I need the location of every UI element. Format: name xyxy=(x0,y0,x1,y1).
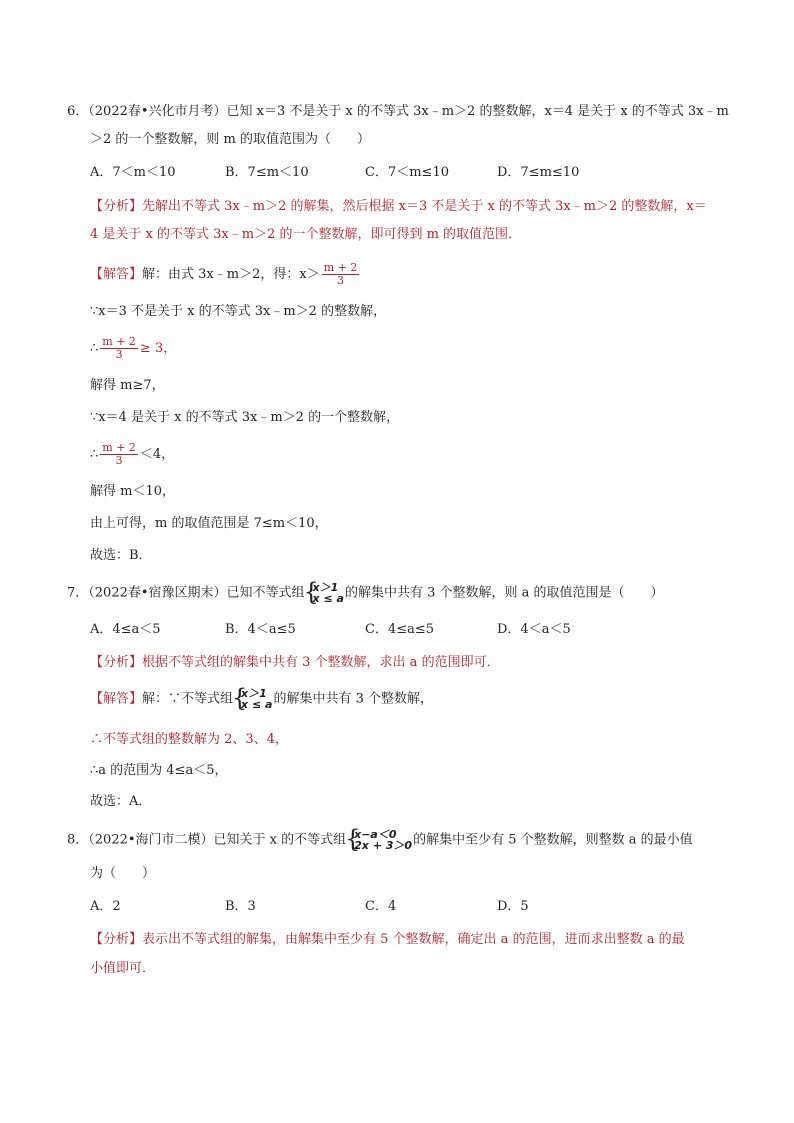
q8-option-d: D．5 xyxy=(497,899,529,914)
q6-option-b: B．7≤m＜10 xyxy=(225,165,309,180)
fraction: $\frac{m + 2}{3}$ xyxy=(102,335,136,361)
inequality-system: { x＞1 x ≤ a xyxy=(306,582,344,604)
q6-solution-line1 xyxy=(90,262,754,287)
q6-option-d: D．7≤m≤10 xyxy=(497,165,580,180)
q8-option-b: B．3 xyxy=(225,899,256,914)
inequality-system: { x＞1 x ≤ a xyxy=(234,688,272,710)
answer-tag: 【解答】 xyxy=(90,691,143,707)
analysis-tag: 【分析】 xyxy=(90,199,143,214)
q6-solution-line8: 由上可得，m 的取值范围是 7≤m＜10， xyxy=(90,516,328,531)
q8-option-c: C．4 xyxy=(365,899,397,914)
q8-analysis-line2: 小值即可． xyxy=(90,961,156,976)
inequality-system: { x−a＜0 2x + 3＞0 xyxy=(347,829,412,851)
q6-solution-line6: ∴ $\frac{m + 2}{3}$ ＜4， xyxy=(90,441,175,467)
q7-solution-line2: ∴不等式组的整数解为 2、3、4， xyxy=(90,732,288,747)
analysis-tag: 【分析】 xyxy=(90,655,143,670)
analysis-tag: 【分析】 xyxy=(90,932,143,947)
fraction: $\frac{m + 2}{3}$ xyxy=(323,261,358,287)
q6-analysis-line1 xyxy=(90,198,754,216)
q8-option-a: A．2 xyxy=(90,899,121,914)
q7-option-c: C．4≤a≤5 xyxy=(365,622,435,637)
q6-solution-line9: 故选：B． xyxy=(90,548,152,563)
q6-option-a: A．7＜m＜10 xyxy=(90,165,176,180)
q7-solution-line4: 故选：A． xyxy=(90,794,152,809)
q7-solution-line1: 【解答】解：∵不等式组 { x＞1 x ≤ a 的解集中共有 3 个整数解， xyxy=(90,688,754,710)
q7-solution-line3: ∴a 的范围为 4≤a＜5， xyxy=(90,763,228,778)
q7-stem: 7．（2022春•宿豫区期末）已知不等式组 { x＞1 x ≤ a 的解集中共有 3 个整数解，则 a 的取值范围是（ ） xyxy=(67,582,754,604)
q8-analysis-line1: 【分析】表示出不等式组的解集，由解集中至少有 5 个整数解，确定出 a 的范围，进而求出整数 a 的最 xyxy=(90,932,685,947)
q6-stem-line2: ＞2 的一个整数解，则 m 的取值范围为（ ） xyxy=(90,132,370,147)
q7-option-a: A．4≤a＜5 xyxy=(90,622,161,637)
fraction: $\frac{m + 2}{3}$ xyxy=(102,441,136,467)
q7-analysis: 【分析】根据不等式组的解集中共有 3 个整数解，求出 a 的范围即可． xyxy=(90,655,500,670)
q6-stem-line1: 6．（2022春•兴化市月考）已知 x＝3 不是关于 x 的不等式 3x﹣m＞2 的整数解，x＝4 是关于 x 的不等式 3x﹣m xyxy=(67,104,729,119)
q7-option-b: B．4＜a≤5 xyxy=(225,622,296,637)
answer-tag: 【解答】 xyxy=(90,267,143,282)
q6-analysis-line2: 4 是关于 x 的不等式 3x﹣m＞2 的一个整数解，即可得到 m 的取值范围． xyxy=(90,227,522,242)
q6-analysis-text1: 先解出不等式 3x﹣m＞2 的解集，然后根据 x＝3 不是关于 x 的不等式 3x﹣m＞2 的整数解，x＝ xyxy=(142,199,707,214)
q6-solution-line7: 解得 m＜10， xyxy=(90,484,176,499)
q8-stem-line2: 为（ ） xyxy=(90,866,156,881)
q7-option-d: D．4＜a＜5 xyxy=(497,622,571,637)
q8-stem-line1: 8．（2022•海门市二模）已知关于 x 的不等式组 { x−a＜0 2x + 3＞0 的解集中至少有 5 个整数解，则整数 a 的最小值 xyxy=(67,829,754,851)
q6-solution-line4: 解得 m≥7， xyxy=(90,378,165,393)
q6-sol1-text: 解：由式 3x﹣m＞2，得：x＞ xyxy=(142,267,320,282)
q6-solution-line5: ∵x＝4 是关于 x 的不等式 3x﹣m＞2 的一个整数解， xyxy=(90,410,400,425)
q6-option-c: C．7＜m≤10 xyxy=(365,165,449,180)
q6-solution-line2: ∵x＝3 不是关于 x 的不等式 3x﹣m＞2 的整数解， xyxy=(90,304,387,319)
q6-solution-line3: ∴ $\frac{m + 2}{3}$ ≥ 3， xyxy=(90,335,177,361)
